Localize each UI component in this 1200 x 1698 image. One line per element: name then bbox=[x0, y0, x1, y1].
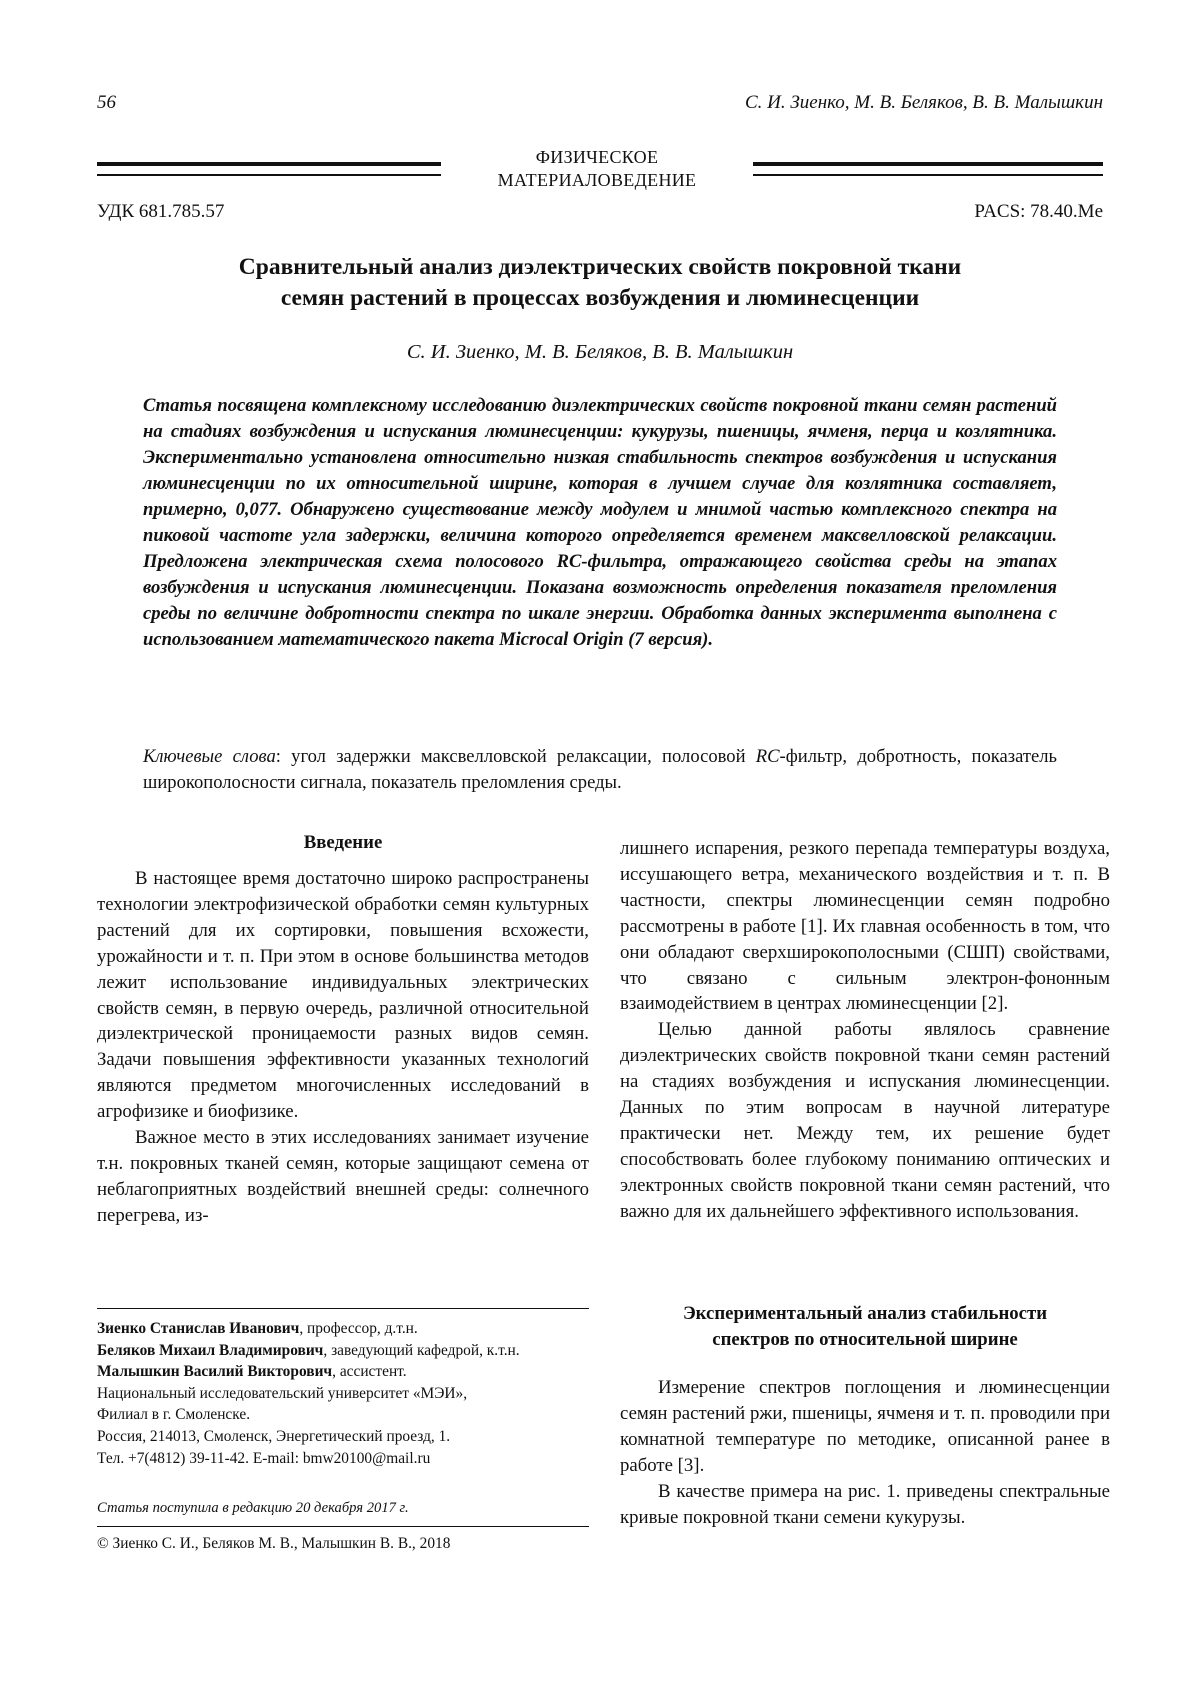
author-2-role: , заведующий кафедрой, к.т.н. bbox=[323, 1342, 519, 1359]
udk-code: УДК 681.785.57 bbox=[97, 201, 224, 223]
running-head bbox=[97, 92, 1103, 118]
footnote-contact: Тел. +7(4812) 39-11-42. E-mail: bmw20100@mail.ru bbox=[97, 1448, 589, 1470]
intro-paragraph-2-cont: лишнего испарения, резкого перепада температуры воздуха, иссушающего ветра, механического воздействия и т. п. В частности, спектры люминесценции семян подробно рассмотрены в работе [1]. Их главная особенность в том, что они обладают сверхширокополосными (СШП) свойствами, что связано с сильным электрон-фононным взаимодействием в центрах люминесценции [2]. bbox=[620, 836, 1110, 1017]
article-title-line2: семян растений в процессах возбуждения и люминесценции bbox=[97, 283, 1103, 314]
banner-rule-right bbox=[753, 162, 1103, 176]
section-title-line2: МАТЕРИАЛОВЕДЕНИЕ bbox=[441, 169, 753, 192]
section2-body bbox=[620, 1375, 1110, 1530]
footnote-author-1 bbox=[97, 1318, 589, 1340]
banner-rule-left bbox=[97, 162, 441, 176]
author-1-role: , профессор, д.т.н. bbox=[299, 1320, 417, 1337]
footnote-author-2 bbox=[97, 1340, 589, 1362]
section2-heading-line1: Экспериментальный анализ стабильности bbox=[620, 1301, 1110, 1327]
running-authors: С. И. Зиенко, М. В. Беляков, В. В. Малышкин bbox=[745, 92, 1103, 114]
right-column bbox=[620, 836, 1110, 1225]
section2-heading-line2: спектров по относительной ширине bbox=[620, 1327, 1110, 1353]
article-title bbox=[97, 252, 1103, 314]
abstract: Статья посвящена комплексному исследованию диэлектрических свойств покровной ткани семян растений на стадиях возбуждения и испускания люминесценции: кукурузы, пшеницы, ячменя, перца и козлятника. Экспериментально установлена относительно низкая стабильность спектров возбуждения и испускания люминесценции по их относительной ширине, которая в лучшем случае для козлятника составляет, примерно, 0,077. Обнаружено существование между модулем и мнимой частью комплексного спектра на пиковой частоте угла задержки, величина которого определяется временем максвелловской релаксации. Предложена электрическая схема полосового RC-фильтра, отражающего свойства среды на этапах возбуждения и испускания люминесценции. Показана возможность определения показателя преломления среды по величине добротности спектра по шкале энергии. Обработка данных эксперимента выполнена с использованием математического пакета Microcal Origin (7 версия). bbox=[143, 393, 1057, 653]
section2-heading bbox=[620, 1301, 1110, 1353]
keywords bbox=[143, 744, 1057, 796]
journal-page bbox=[0, 0, 1200, 1698]
author-3-name: Малышкин Василий Викторович bbox=[97, 1363, 332, 1380]
authors-line: С. И. Зиенко, М. В. Беляков, В. В. Малышкин bbox=[97, 341, 1103, 364]
keywords-text-2: -фильтр, добротность, показатель широкополосности сигнала, показатель преломления среды. bbox=[143, 746, 1057, 793]
keywords-rc: RC bbox=[756, 746, 780, 767]
footnote-address: Россия, 214013, Смоленск, Энергетический проезд, 1. bbox=[97, 1426, 589, 1448]
section2-paragraph-2: В качестве примера на рис. 1. приведены спектральные кривые покровной ткани семени кукурузы. bbox=[620, 1479, 1110, 1531]
author-footnote bbox=[97, 1318, 589, 1469]
keywords-text-1: : угол задержки максвелловской релаксации, полосовой bbox=[276, 746, 756, 767]
footnote-org-1: Национальный исследовательский университет «МЭИ», bbox=[97, 1383, 589, 1405]
intro-paragraph-1: В настоящее время достаточно широко распространены технологии электрофизической обработки семян культурных растений для их сортировки, повышения всхожести, урожайности и т. п. При этом в основе большинства методов лежит использование индивидуальных электрических свойств семян, в первую очередь, различной относительной диэлектрической проницаемости разных видов семян. Задачи повышения эффективности указанных технологий являются предметом многочисленных исследований в агрофизике и биофизике. bbox=[97, 866, 589, 1125]
section-banner bbox=[97, 146, 1103, 192]
author-1-name: Зиенко Станислав Иванович bbox=[97, 1320, 299, 1337]
intro-paragraph-2-start: Важное место в этих исследованиях занимает изучение т.н. покровных тканей семян, которые защищают семена от неблагоприятных воздействий внешней среды: солнечного перегрева, из- bbox=[97, 1125, 589, 1229]
author-2-name: Беляков Михаил Владимирович bbox=[97, 1342, 323, 1359]
section-title-line1: ФИЗИЧЕСКОЕ bbox=[441, 146, 753, 169]
section2-paragraph-1: Измерение спектров поглощения и люминесценции семян растений ржи, пшеницы, ячменя и т. п. проводили при комнатной температуре по методике, описанной ранее в работе [3]. bbox=[620, 1375, 1110, 1479]
intro-heading: Введение bbox=[97, 830, 589, 856]
footnote-rule bbox=[97, 1308, 589, 1309]
left-column bbox=[97, 830, 589, 1229]
section-title bbox=[441, 146, 753, 192]
copyright-rule bbox=[97, 1526, 589, 1527]
footnote-org-2: Филиал в г. Смоленске. bbox=[97, 1404, 589, 1426]
keywords-label: Ключевые слова bbox=[143, 746, 276, 767]
footnote-author-3 bbox=[97, 1361, 589, 1383]
intro-paragraph-3: Целью данной работы являлось сравнение диэлектрических свойств покровной ткани семян растений на стадиях возбуждения и испускания люминесценции. Данных по этим вопросам в научной литературе практически нет. Между тем, их решение будет способствовать более глубокому пониманию оптических и электронных свойств покровной ткани семян растений, что важно для их дальнейшего эффективного использования. bbox=[620, 1017, 1110, 1224]
copyright: © Зиенко С. И., Беляков М. В., Малышкин В. В., 2018 bbox=[97, 1535, 589, 1553]
article-title-line1: Сравнительный анализ диэлектрических свойств покровной ткани bbox=[97, 252, 1103, 283]
received-date: Статья поступила в редакцию 20 декабря 2017 г. bbox=[97, 1500, 589, 1517]
page-number: 56 bbox=[97, 92, 116, 114]
pacs-code: PACS: 78.40.Me bbox=[974, 201, 1103, 223]
author-3-role: , ассистент. bbox=[332, 1363, 406, 1380]
